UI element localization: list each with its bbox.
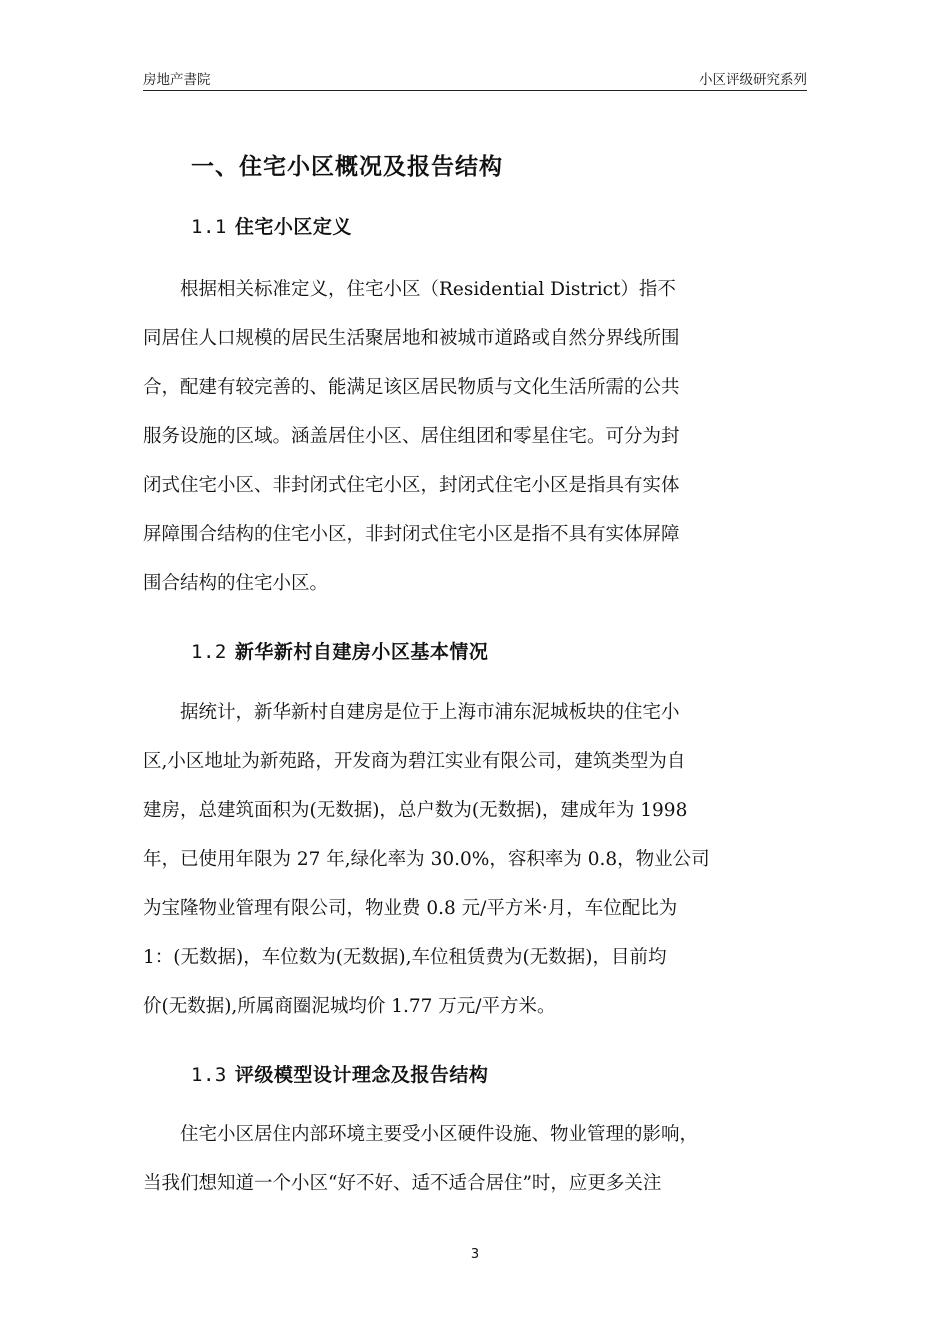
section-heading-1-2 bbox=[191, 637, 488, 664]
paragraph-line: 为宝隆物业管理有限公司，物业费 0.8 元/平方米·月，车位配比为 bbox=[143, 898, 678, 919]
paragraph-line: 围合结构的住宅小区。 bbox=[143, 573, 329, 594]
header-series-title: 小区评级研究系列 bbox=[699, 72, 807, 88]
section-heading-text: 住宅小区定义 bbox=[234, 216, 352, 238]
paragraph-line: 价(无数据),所属商圈泥城均价 1.77 万元/平方米。 bbox=[143, 996, 556, 1017]
paragraph-line: 当我们想知道一个小区“好不好、适不适合居住”时，应更多关注 bbox=[143, 1173, 662, 1194]
section-number: 1.3 bbox=[191, 1064, 227, 1086]
page-header bbox=[143, 68, 807, 91]
paragraph-line: 建房，总建筑面积为(无数据)，总户数为(无数据)，建成年为 1998 bbox=[143, 800, 688, 821]
section-heading-1-3 bbox=[191, 1060, 488, 1087]
paragraph-rating-model bbox=[143, 1110, 807, 1208]
paragraph-line: 闭式住宅小区、非封闭式住宅小区，封闭式住宅小区是指具有实体 bbox=[143, 475, 680, 496]
paragraph-line: 区,小区地址为新苑路，开发商为碧江实业有限公司，建筑类型为自 bbox=[143, 751, 686, 772]
paragraph-definition bbox=[143, 265, 807, 608]
paragraph-line: 据统计，新华新村自建房是位于上海市浦东泥城板块的住宅小 bbox=[180, 702, 680, 723]
paragraph-line: 1：(无数据)，车位数为(无数据),车位租赁费为(无数据)，目前均 bbox=[143, 947, 667, 968]
section-heading-text: 新华新村自建房小区基本情况 bbox=[234, 641, 489, 663]
section-number: 1.1 bbox=[191, 216, 227, 238]
paragraph-line: 年，已使用年限为 27 年,绿化率为 30.0%，容积率为 0.8，物业公司 bbox=[143, 849, 710, 870]
paragraph-line: 根据相关标准定义，住宅小区（Residential District）指不 bbox=[180, 279, 676, 300]
page-number: 3 bbox=[470, 1247, 480, 1262]
section-number: 1.2 bbox=[191, 641, 227, 663]
section-heading-text: 评级模型设计理念及报告结构 bbox=[234, 1064, 489, 1086]
paragraph-line: 屏障围合结构的住宅小区，非封闭式住宅小区是指不具有实体屏障 bbox=[143, 524, 680, 545]
paragraph-line: 同居住人口规模的居民生活聚居地和被城市道路或自然分界线所围 bbox=[143, 328, 680, 349]
chapter-title: 一、住宅小区概况及报告结构 bbox=[191, 154, 503, 180]
paragraph-line: 合，配建有较完善的、能满足该区居民物质与文化生活所需的公共 bbox=[143, 377, 680, 398]
paragraph-line: 住宅小区居住内部环境主要受小区硬件设施、物业管理的影响， bbox=[180, 1124, 699, 1145]
paragraph-line: 服务设施的区域。涵盖居住小区、居住组团和零星住宅。可分为封 bbox=[143, 426, 680, 447]
paragraph-community-info bbox=[143, 688, 807, 1031]
section-heading-1-1 bbox=[191, 212, 352, 239]
header-publisher: 房地产書院 bbox=[143, 72, 211, 88]
